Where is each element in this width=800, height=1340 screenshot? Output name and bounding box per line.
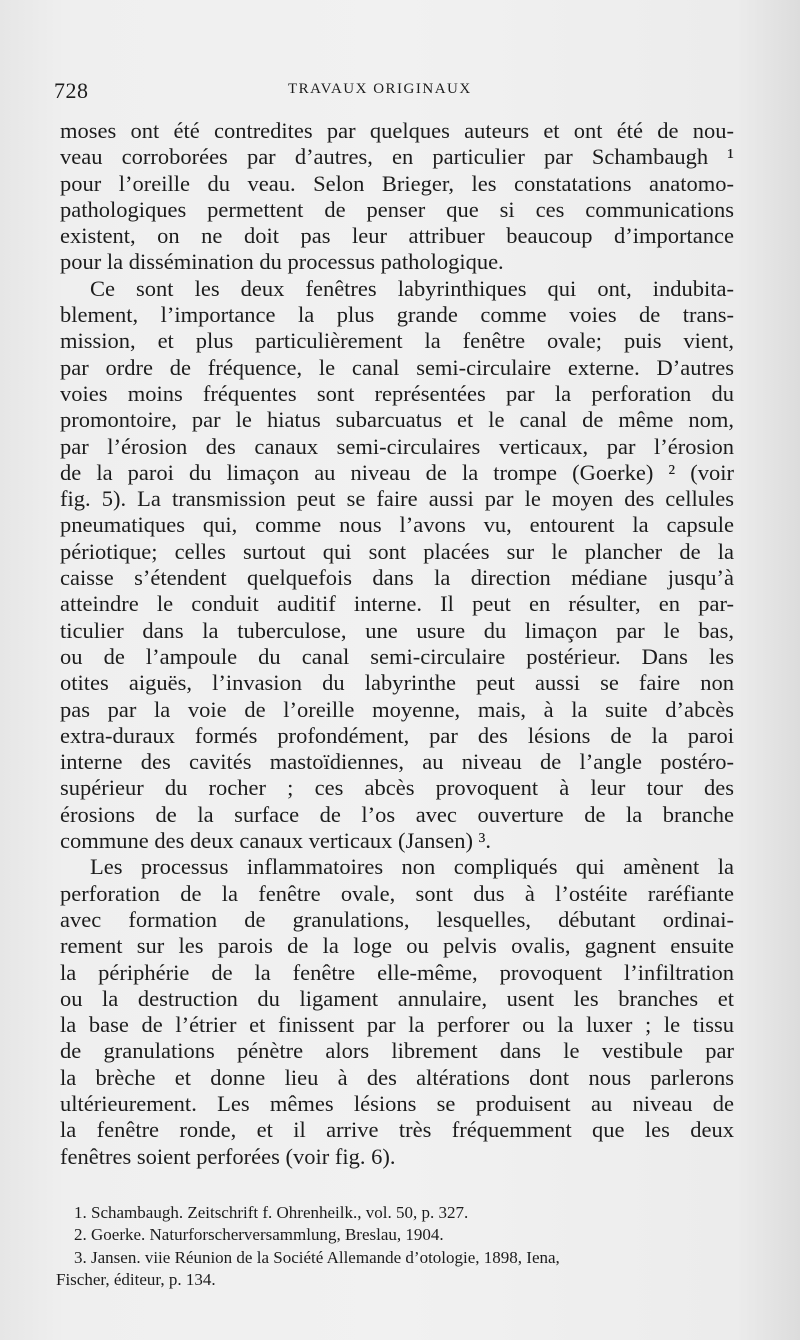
text-line: pas par la voie de l’oreille moyenne, mais, à la suite d’abcès	[60, 696, 734, 722]
text-line: otites aiguës, l’invasion du labyrinthe peut aussi se faire non	[60, 670, 734, 696]
text-line: ou de l’ampoule du canal semi-circulaire postérieur. Dans les	[60, 643, 734, 669]
text-line: ultérieurement. Les mêmes lésions se produisent au niveau de	[60, 1090, 734, 1116]
text-line: par l’érosion des canaux semi-circulaires verticaux, par l’érosion	[60, 433, 734, 459]
text-line: perforation de la fenêtre ovale, sont dus à l’ostéite raréfiante	[60, 880, 734, 906]
text-line: extra-duraux formés profondément, par des lésions de la paroi	[60, 722, 734, 748]
text-line: caisse s’étendent quelquefois dans la direction médiane jusqu’à	[60, 565, 734, 591]
footnote-1: 1. Schambaugh. Zeitschrift f. Ohrenheilk., vol. 50, p. 327.	[74, 1203, 469, 1222]
paragraph-2	[60, 276, 734, 855]
paragraph-1	[60, 118, 734, 276]
page-number: 728	[54, 78, 89, 103]
text-line: avec formation de granulations, lesquelles, débutant ordinai-	[60, 906, 734, 932]
text-line: promontoire, par le hiatus subarcuatus et le canal de même nom,	[60, 407, 734, 433]
text-line: de la paroi du limaçon au niveau de la trompe (Goerke) ² (voir	[60, 459, 734, 485]
text-line: ou la destruction du ligament annulaire, usent les branches et	[60, 985, 734, 1011]
text-line: la base de l’étrier et finissent par la perforer ou la luxer ; le tissu	[60, 1012, 734, 1038]
text-line: mission, et plus particulièrement la fenêtre ovale; puis vient,	[60, 328, 734, 354]
text-line: pathologiques permettent de penser que si ces communications	[60, 196, 734, 222]
text-line: fenêtres soient perforées (voir fig. 6).	[60, 1143, 396, 1169]
page-header	[54, 72, 754, 108]
footnotes	[56, 1202, 754, 1291]
text-line: périotique; celles surtout qui sont placées sur le plancher de la	[60, 538, 734, 564]
text-line: pour la dissémination du processus pathologique.	[60, 249, 504, 275]
text-line: la fenêtre ronde, et il arrive très fréquemment que les deux	[60, 1117, 734, 1143]
text-line: moses ont été contredites par quelques auteurs et ont été de nou-	[60, 118, 734, 143]
text-line: veau corroborées par d’autres, en particulier par Schambaugh ¹	[60, 144, 734, 170]
text-line: érosions de la surface de l’os avec ouverture de la branche	[60, 801, 734, 827]
text-line: Les processus inflammatoires non compliqués qui amènent la	[90, 854, 734, 880]
text-line: pour l’oreille du veau. Selon Brieger, les constatations anatomo-	[60, 170, 734, 196]
text-line: commune des deux canaux verticaux (Jansen) ³.	[60, 828, 491, 854]
running-title: TRAVAUX ORIGINAUX	[288, 81, 472, 97]
footnote-2: 2. Goerke. Naturforscherversammlung, Breslau, 1904.	[74, 1225, 444, 1245]
text-line: la brèche et donne lieu à des altérations dont nous parlerons	[60, 1064, 734, 1090]
text-line: ticulier dans la tuberculose, une usure du limaçon par le bas,	[60, 617, 734, 643]
text-line: fig. 5). La transmission peut se faire aussi par le moyen des cellules	[60, 486, 734, 512]
text-line: existent, on ne doit pas leur attribuer beaucoup d’importance	[60, 223, 734, 249]
text-line: Ce sont les deux fenêtres labyrinthiques qui ont, indubita-	[90, 275, 734, 301]
text-line: blement, l’importance la plus grande comme voies de trans-	[60, 302, 734, 328]
text-line: voies moins fréquentes sont représentées par la perforation du	[60, 380, 734, 406]
text-line: interne des cavités mastoïdiennes, au niveau de l’angle postéro-	[60, 749, 734, 775]
text-line: par ordre de fréquence, le canal semi-circulaire externe. D’autres	[60, 354, 734, 380]
text-line: la périphérie de la fenêtre elle-même, provoquent l’infiltration	[60, 959, 734, 985]
text-line: de granulations pénètre alors librement dans le vestibule par	[60, 1038, 734, 1064]
text-line: pneumatiques qui, comme nous l’avons vu, entourent la capsule	[60, 512, 734, 538]
text-line: supérieur du rocher ; ces abcès provoquent à leur tour des	[60, 775, 734, 801]
footnote-3-continued: Fischer, éditeur, p. 134.	[56, 1269, 216, 1289]
footnote-3: 3. Jansen. viie Réunion de la Société Allemande d’otologie, 1898, Iena,	[74, 1247, 560, 1267]
body-text	[60, 118, 734, 1170]
text-line: atteindre le conduit auditif interne. Il peut en résulter, en par-	[60, 591, 734, 617]
text-line: rement sur les parois de la loge ou pelvis ovalis, gagnent ensuite	[60, 933, 734, 959]
paragraph-3	[60, 854, 734, 1170]
